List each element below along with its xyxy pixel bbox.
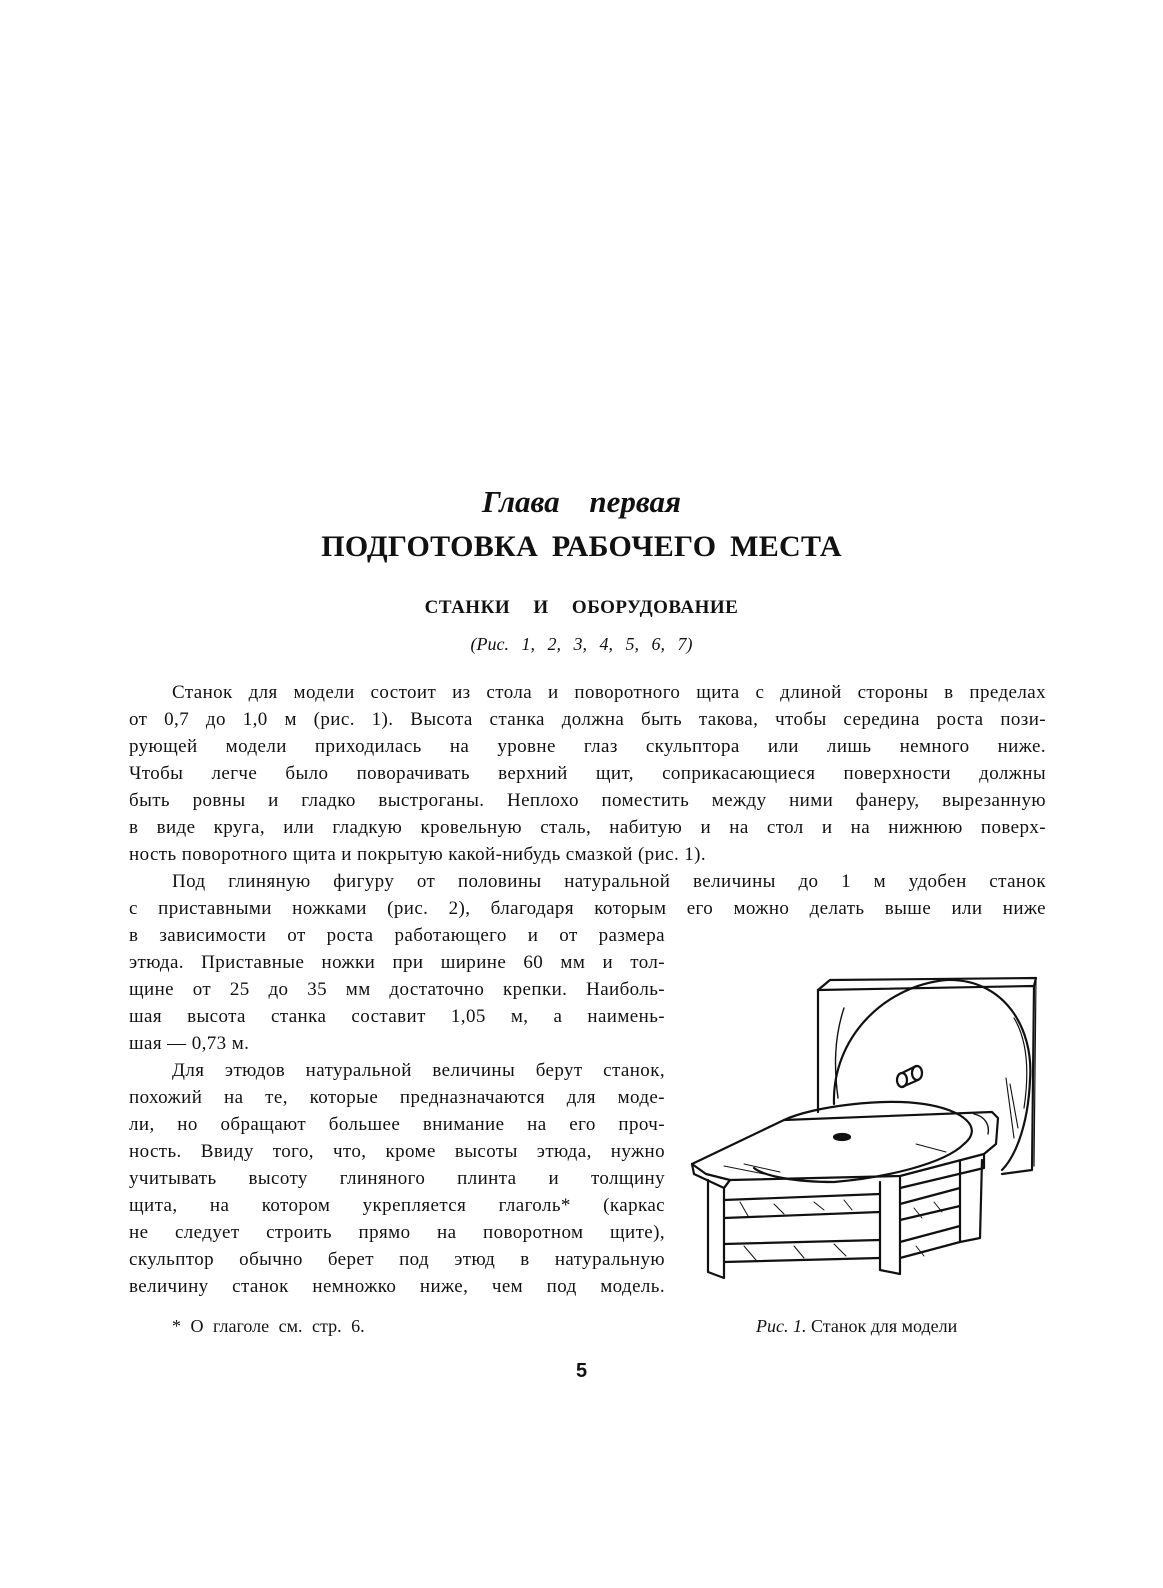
text-line: шая — 0,73 м. <box>129 1033 250 1054</box>
figure-caption-label: Рис. 1. <box>756 1316 807 1336</box>
text-line: Станок для модели состоит из стола и поворотного щита с длиной стороны в пределах <box>172 682 1046 703</box>
text-line: от 0,7 до 1,0 м (рис. 1). Высота станка должна быть такова, чтобы середина роста пози- <box>129 709 1046 730</box>
text-line: скульптор обычно берет под этюд в натуральную <box>129 1249 665 1270</box>
figure-references: (Рис. 1, 2, 3, 4, 5, 6, 7) <box>470 634 693 654</box>
section-title: СТАНКИ И ОБОРУДОВАНИЕ <box>424 597 739 618</box>
text-line: в зависимости от роста работающего и от размера <box>129 925 665 946</box>
chapter-title: ПОДГОТОВКА РАБОЧЕГО МЕСТА <box>321 530 842 563</box>
text-line: учитывать высоту глиняного плинта и толщину <box>129 1168 665 1189</box>
text-line: величину станок немножко ниже, чем под модель. <box>129 1276 665 1297</box>
footnote: * О глаголе см. стр. 6. <box>172 1316 365 1336</box>
text-line: с приставными ножками (рис. 2), благодаря которым его можно делать выше или ниже <box>129 898 1046 919</box>
text-line: ность. Ввиду того, что, кроме высоты этюда, нужно <box>129 1141 665 1162</box>
figure-caption-text: Станок для модели <box>810 1316 958 1336</box>
figure-caption <box>756 1316 957 1337</box>
text-line: похожий на те, которые предназначаются для моде- <box>129 1087 665 1108</box>
text-line: щине от 25 до 35 мм достаточно крепки. Наиболь- <box>129 979 665 1000</box>
text-line: шая высота станка составит 1,05 м, а наимень- <box>129 1006 665 1027</box>
text-line: Для этюдов натуральной величины берут станок, <box>172 1060 665 1081</box>
text-line: в виде круга, или гладкую кровельную сталь, набитую и на стол и на нижнюю поверх- <box>129 817 1046 838</box>
text-line: рующей модели приходилась на уровне глаз скульптора или лишь немного ниже. <box>129 736 1046 757</box>
text-line: ли, но обращают большее внимание на его проч- <box>129 1114 665 1135</box>
text-line: щита, на котором укрепляется глаголь* (каркас <box>129 1195 665 1216</box>
page-number: 5 <box>575 1360 588 1382</box>
text-line: быть ровны и гладко выстроганы. Неплохо поместить между ними фанеру, вырезанную <box>129 790 1046 811</box>
text-line: ность поворотного щита и покрытую какой-нибудь смазкой (рис. 1). <box>129 844 707 865</box>
text-line: Чтобы легче было поворачивать верхний щит, соприкасающиеся поверхности должны <box>129 763 1046 784</box>
chapter-label: Глава первая <box>482 484 681 519</box>
modelling-stand-illustration <box>684 968 1044 1286</box>
text-line: этюда. Приставные ножки при ширине 60 мм и тол- <box>129 952 665 973</box>
text-line: не следует строить прямо на поворотном щите), <box>129 1222 665 1243</box>
text-line: Под глиняную фигуру от половины натуральной величины до 1 м удобен станок <box>172 871 1046 892</box>
